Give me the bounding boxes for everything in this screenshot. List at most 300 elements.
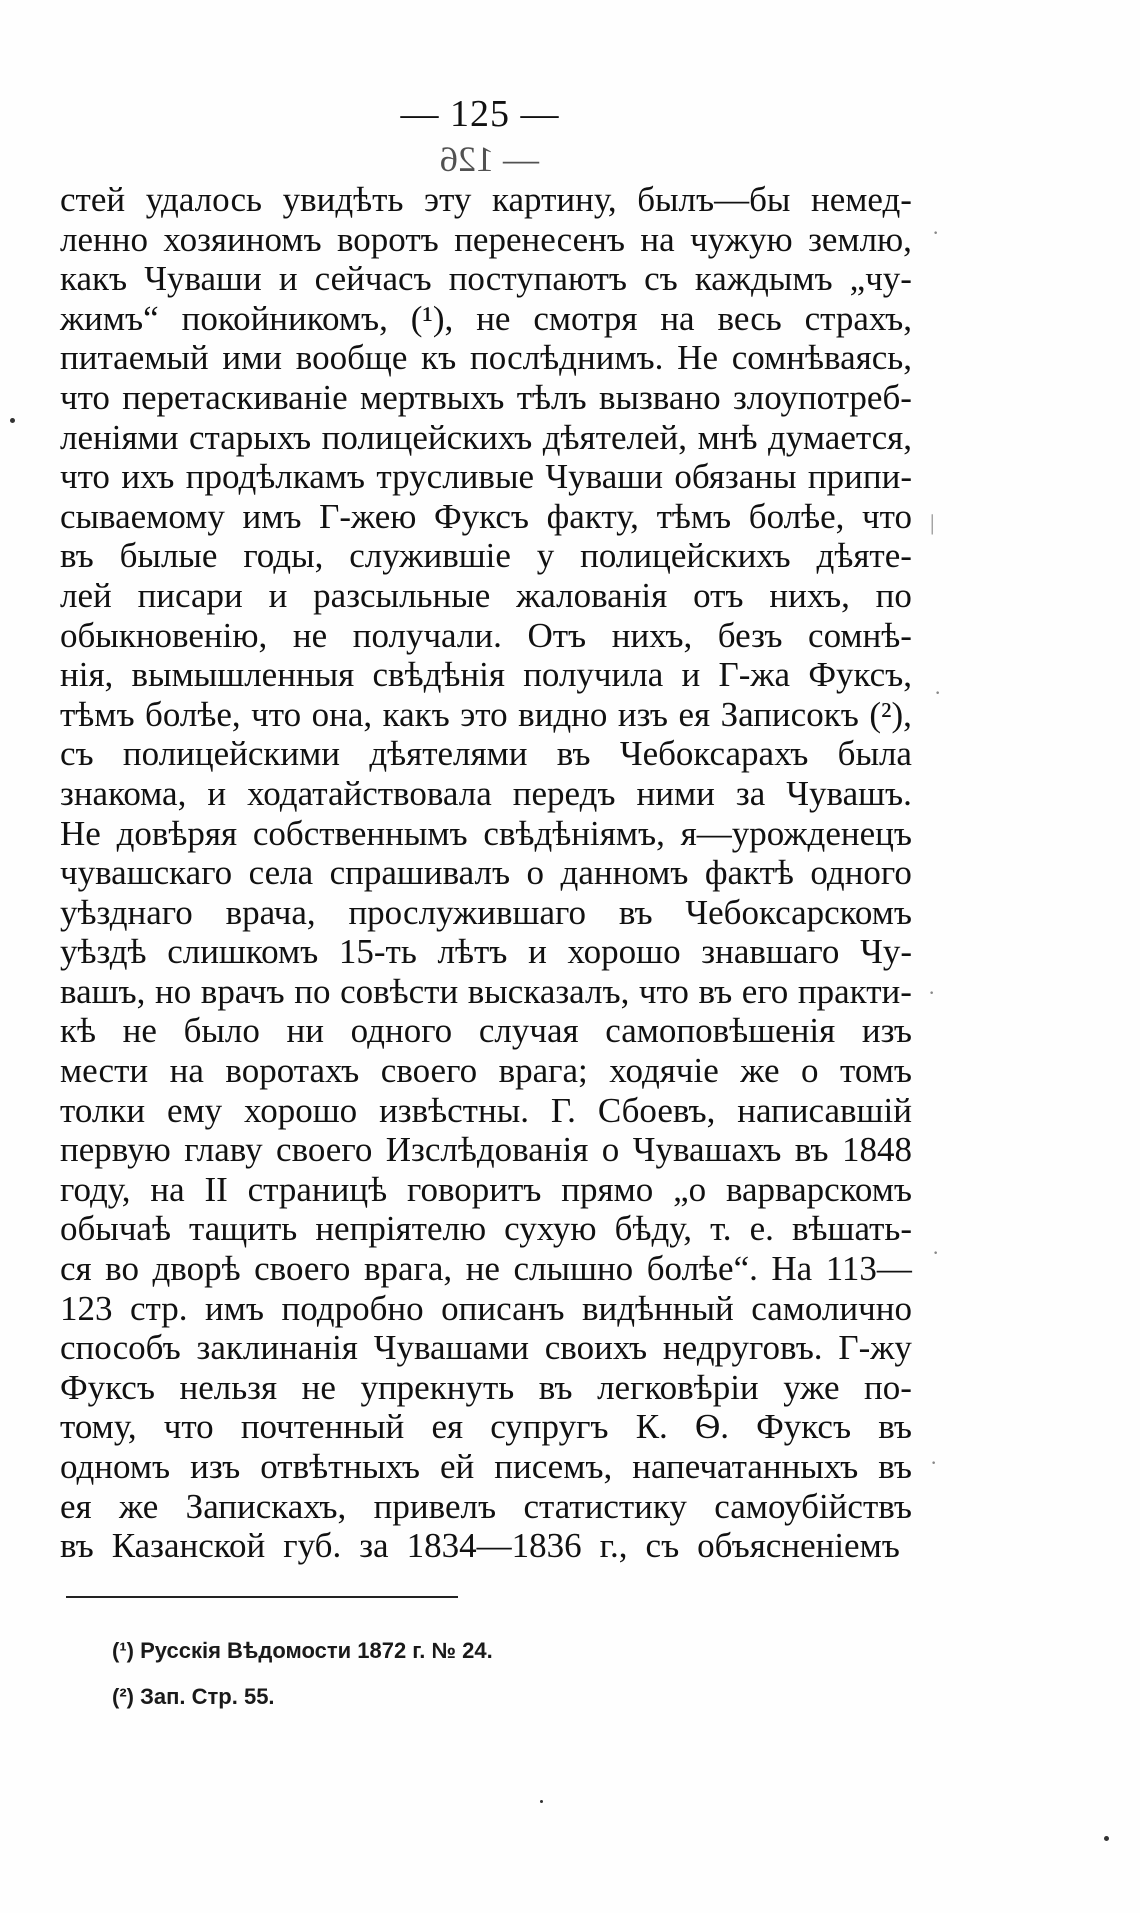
footnote-text: Русскія Вѣдомости 1872 г. № 24. xyxy=(140,1638,493,1663)
word: своего xyxy=(254,1249,351,1289)
word: дѣятелями xyxy=(369,734,528,774)
word: практи- xyxy=(797,971,912,1011)
word: случая xyxy=(478,1011,579,1051)
word: старыхъ xyxy=(189,417,312,457)
word: что xyxy=(163,1407,214,1447)
word: продѣлкамъ xyxy=(185,457,366,497)
page-number: — 125 — xyxy=(400,93,560,135)
word: своего xyxy=(380,1051,478,1091)
text-line xyxy=(60,1051,912,1091)
word: это xyxy=(460,694,508,734)
text-line xyxy=(60,893,912,933)
word: Чувашами xyxy=(373,1328,529,1368)
word: чувашскаго xyxy=(60,853,233,893)
word: за xyxy=(735,773,766,813)
word: на xyxy=(660,298,695,338)
text-line xyxy=(60,1526,912,1566)
text-line xyxy=(60,1130,912,1170)
text-line xyxy=(60,299,912,339)
word: перетаскиваніе xyxy=(122,377,348,417)
text-line xyxy=(60,457,912,497)
word: факту, xyxy=(546,496,639,536)
word: съ xyxy=(644,259,678,299)
word: На xyxy=(771,1249,813,1289)
word: почтенный xyxy=(240,1407,405,1447)
word: въ xyxy=(794,1130,829,1170)
word: безъ xyxy=(717,615,783,655)
word: Не xyxy=(677,338,718,378)
word: что xyxy=(60,377,110,417)
footnote xyxy=(112,1674,493,1720)
word: но xyxy=(154,971,192,1011)
word: не xyxy=(292,615,328,655)
word: о xyxy=(526,853,545,893)
word: Чебоксарскомъ xyxy=(685,892,912,932)
word: Г-жу xyxy=(838,1328,912,1368)
word: своего xyxy=(276,1130,373,1170)
word: припи- xyxy=(807,457,912,497)
word: въ xyxy=(60,1526,94,1566)
word: главу xyxy=(184,1130,263,1170)
word: врага, xyxy=(363,1249,453,1289)
word: болѣе, xyxy=(145,694,241,734)
word: не xyxy=(122,1011,157,1051)
word: году, xyxy=(60,1169,131,1209)
word: Не xyxy=(60,813,101,853)
word: Чувашахъ xyxy=(632,1130,782,1170)
word: что xyxy=(251,694,302,734)
word: злоупотреб- xyxy=(732,377,912,417)
text-line xyxy=(60,378,912,418)
word: видѣнный xyxy=(581,1288,734,1328)
text-line xyxy=(60,1011,912,1051)
word: знакома, xyxy=(60,773,187,813)
word: поступаютъ xyxy=(448,259,628,299)
word: какъ xyxy=(382,694,450,734)
word: о xyxy=(801,1051,819,1091)
word: непріятелю xyxy=(315,1209,487,1249)
word: одного xyxy=(810,853,912,893)
word: 15-ть xyxy=(338,932,417,972)
word: стр. xyxy=(130,1288,188,1328)
text-line xyxy=(60,338,912,378)
word: леніями xyxy=(60,417,179,457)
word: на xyxy=(169,1051,204,1091)
word: тѣмъ xyxy=(60,694,135,734)
word: болѣе, xyxy=(748,496,845,536)
text-line xyxy=(60,853,912,893)
word: легковѣріи xyxy=(597,1367,759,1407)
word: описанъ xyxy=(441,1288,565,1328)
word: изъ xyxy=(617,694,668,734)
word: хозяиномъ xyxy=(163,219,322,259)
word: упрекнуть xyxy=(360,1367,515,1407)
word: собственнымъ xyxy=(252,813,468,853)
word: сейчасъ xyxy=(314,259,432,299)
word: самоубійствъ xyxy=(714,1486,912,1526)
word: послѣднимъ. xyxy=(470,338,664,378)
bleed-through-page-number: — 126 xyxy=(440,139,539,179)
text-line xyxy=(60,1209,912,1249)
word: о xyxy=(601,1130,620,1170)
word: полицейскихъ xyxy=(321,417,533,457)
word: данномъ xyxy=(560,853,689,893)
word: лѣтъ xyxy=(437,932,508,972)
word: 123 xyxy=(60,1288,113,1328)
footnote xyxy=(112,1628,493,1674)
word: Фуксъ xyxy=(434,496,529,536)
word: Ѳ. xyxy=(694,1407,729,1447)
word: вашъ, xyxy=(60,971,146,1011)
word: слышно xyxy=(513,1249,634,1289)
word: изъ xyxy=(190,1447,241,1486)
word: мести xyxy=(60,1051,149,1091)
word: былые xyxy=(119,536,218,576)
word: за xyxy=(359,1526,389,1566)
word: Фуксъ xyxy=(756,1407,852,1447)
word: хорошо xyxy=(567,932,681,972)
text-line xyxy=(60,220,912,260)
word: ходячіе xyxy=(609,1051,719,1091)
text-line xyxy=(60,655,912,695)
word: у xyxy=(536,536,555,576)
ink-speck xyxy=(1104,1836,1109,1841)
word: нихъ, xyxy=(769,575,850,615)
word: извѣстны. xyxy=(379,1090,529,1130)
text-line xyxy=(60,180,912,220)
word: въ xyxy=(60,536,94,576)
word: по xyxy=(294,971,331,1011)
text-line xyxy=(60,972,912,1012)
footnotes xyxy=(112,1628,493,1720)
word: полицейскими xyxy=(122,734,341,774)
word: толки xyxy=(60,1090,146,1130)
word: что xyxy=(60,457,110,497)
word: картину, xyxy=(492,180,617,219)
margin-bleed-marks: · | · · · · xyxy=(928,220,942,1475)
word: воротахъ xyxy=(225,1051,360,1091)
word: сываемому xyxy=(60,496,225,536)
word: былъ—бы xyxy=(637,180,791,219)
word: тому, xyxy=(60,1407,137,1447)
word: Г. xyxy=(550,1090,576,1130)
word: его xyxy=(741,971,789,1011)
word: Г-жею xyxy=(319,496,417,536)
word: немед- xyxy=(811,180,912,219)
word: воротъ xyxy=(337,219,439,259)
word: ея xyxy=(431,1407,464,1447)
word: удалось xyxy=(145,180,262,219)
word: не xyxy=(465,1249,500,1289)
word: первую xyxy=(60,1130,171,1170)
word: я—урожденецъ xyxy=(680,813,912,853)
word: имъ xyxy=(242,496,302,536)
word: же xyxy=(740,1051,780,1091)
word: ея xyxy=(678,694,711,734)
word: видно xyxy=(518,694,608,734)
word: въ xyxy=(878,1407,912,1447)
word: служившіе xyxy=(349,536,511,576)
word: и xyxy=(268,575,288,615)
word: изъ xyxy=(861,1011,912,1051)
word: уѣзднаго xyxy=(60,892,193,932)
word: по- xyxy=(864,1367,912,1407)
word: тащить xyxy=(189,1209,298,1249)
text-line xyxy=(60,932,912,972)
word: одного xyxy=(350,1011,453,1051)
footnote-mark: (²) xyxy=(112,1684,134,1709)
word: своихъ xyxy=(544,1328,648,1368)
word: тѣлъ xyxy=(516,377,587,417)
word: подробно xyxy=(281,1288,424,1328)
word: же xyxy=(119,1486,159,1526)
word: было xyxy=(183,1011,260,1051)
word: (²), xyxy=(869,694,912,734)
text-line xyxy=(60,576,912,616)
word: была xyxy=(837,734,912,774)
text-line xyxy=(60,734,912,774)
word: ей xyxy=(439,1447,475,1486)
word: отъ xyxy=(693,575,744,615)
text-line xyxy=(60,1170,912,1210)
word: врача, xyxy=(225,892,316,932)
word: объясненіемъ xyxy=(697,1526,900,1566)
word: 113— xyxy=(825,1249,912,1289)
body-text xyxy=(60,180,912,1566)
footnote-divider xyxy=(66,1596,458,1598)
text-line xyxy=(60,1487,912,1527)
word: прямо xyxy=(561,1169,654,1209)
word: II xyxy=(204,1169,228,1209)
word: лей xyxy=(60,575,112,615)
word: Записокъ xyxy=(720,694,859,734)
word: съ xyxy=(60,734,94,774)
word: каждымъ xyxy=(694,259,833,299)
text-line xyxy=(60,814,912,854)
word: прослужившаго xyxy=(348,892,586,932)
word: Г-жа xyxy=(718,655,791,695)
word: полицейскихъ xyxy=(580,536,791,576)
word: трусливые xyxy=(376,457,534,497)
word: Чу- xyxy=(860,932,912,972)
text-line xyxy=(60,616,912,656)
word: хорошо xyxy=(244,1090,358,1130)
word: вызвано xyxy=(598,377,721,417)
word: въ xyxy=(556,734,591,774)
word: увидѣть xyxy=(282,180,404,219)
word: Фуксъ, xyxy=(808,655,912,695)
word: землю, xyxy=(808,219,912,259)
word: какъ xyxy=(60,259,128,299)
word: нихъ, xyxy=(611,615,693,655)
word: т. xyxy=(710,1209,732,1249)
word: Чувашъ. xyxy=(786,773,912,813)
word: писари xyxy=(137,575,243,615)
word: Чебоксарахъ xyxy=(619,734,809,774)
word: говоритъ xyxy=(406,1169,542,1209)
word: ими xyxy=(222,338,283,378)
word: варварскомъ xyxy=(725,1169,912,1209)
word: въ xyxy=(618,892,653,932)
word: перенесенъ xyxy=(454,219,625,259)
word: г., xyxy=(599,1526,628,1566)
word: Запискахъ, xyxy=(185,1486,347,1526)
word: Казанской xyxy=(111,1526,266,1566)
ink-speck xyxy=(10,418,15,423)
word: вымышленныя xyxy=(131,655,355,695)
word: чужую xyxy=(690,219,793,259)
word: томъ xyxy=(840,1051,912,1091)
word: обыкновенію, xyxy=(60,615,268,655)
word: 1834—1836 xyxy=(406,1526,582,1566)
word: нія, xyxy=(60,655,114,695)
word: сомнѣваясь, xyxy=(731,338,912,378)
word: написавшій xyxy=(737,1090,912,1130)
word: имъ xyxy=(205,1288,265,1328)
word: ни xyxy=(286,1011,325,1051)
word: кѣ xyxy=(60,1011,97,1051)
ink-speck xyxy=(540,1800,543,1803)
word: что xyxy=(638,971,689,1011)
word: думается, xyxy=(768,417,912,457)
word: самолично xyxy=(751,1288,912,1328)
word: высказалъ, xyxy=(467,971,630,1011)
word: смотря xyxy=(533,298,638,338)
word: сомнѣ- xyxy=(808,615,912,655)
word: мертвыхъ xyxy=(360,377,505,417)
text-line xyxy=(60,695,912,735)
word: стей xyxy=(60,180,126,219)
word: годы, xyxy=(243,536,324,576)
word: и xyxy=(278,259,298,299)
word: не xyxy=(476,298,511,338)
word: врага; xyxy=(498,1051,588,1091)
word: ними xyxy=(636,773,715,813)
text-line xyxy=(60,1289,912,1329)
word: тѣмъ xyxy=(656,496,732,536)
word: ея xyxy=(60,1486,92,1526)
text-line xyxy=(60,1091,912,1131)
word: болѣе“. xyxy=(646,1249,758,1289)
word: въ xyxy=(538,1367,573,1407)
word: что xyxy=(862,496,912,536)
word: вѣшать- xyxy=(791,1209,912,1249)
word: Фуксъ xyxy=(60,1367,155,1407)
word: ленно xyxy=(60,219,148,259)
word: недруговъ. xyxy=(662,1328,823,1368)
word: и xyxy=(207,773,227,813)
word: губ. xyxy=(283,1526,342,1566)
word: „о xyxy=(673,1169,707,1209)
word: совѣсти xyxy=(340,971,459,1011)
word: бѣду, xyxy=(614,1209,693,1249)
word: нельзя xyxy=(179,1367,278,1407)
word: писемъ, xyxy=(494,1447,613,1486)
text-line xyxy=(60,774,912,814)
word: Сбоевъ, xyxy=(597,1090,716,1130)
text-line xyxy=(60,1249,912,1289)
word: мнѣ xyxy=(697,417,758,457)
word: и xyxy=(681,655,701,695)
word: получали. xyxy=(352,615,502,655)
word: страницѣ xyxy=(247,1169,388,1209)
word: привелъ xyxy=(373,1486,497,1526)
word: Чуваши xyxy=(144,259,262,299)
word: Отъ xyxy=(527,615,587,655)
word: супругъ xyxy=(490,1407,609,1447)
word: довѣряя xyxy=(116,813,238,853)
word: на xyxy=(150,1169,185,1209)
text-line xyxy=(60,1328,912,1368)
word: получила xyxy=(523,655,664,695)
text-line xyxy=(60,1447,912,1487)
word: къ xyxy=(421,338,457,378)
word: на xyxy=(640,219,675,259)
word: свѣдѣнія xyxy=(372,655,505,695)
word: е. xyxy=(749,1209,774,1249)
word: фактѣ xyxy=(704,853,794,893)
word: въ xyxy=(698,971,733,1011)
word: въ xyxy=(878,1447,912,1486)
word: Изслѣдованія xyxy=(385,1130,589,1170)
word: слишкомъ xyxy=(167,932,319,972)
word: отвѣтныхъ xyxy=(260,1447,420,1486)
word: способъ xyxy=(60,1328,181,1368)
word: ходатайствовала xyxy=(247,773,492,813)
text-line xyxy=(60,1368,912,1408)
word: обычаѣ xyxy=(60,1209,171,1249)
word: питаемый xyxy=(60,338,209,378)
word: самоповѣшенія xyxy=(605,1011,836,1051)
word: 1848 xyxy=(841,1130,912,1170)
word: уже xyxy=(783,1367,840,1407)
word: ся xyxy=(60,1249,92,1289)
word: весь xyxy=(717,298,782,338)
text-line xyxy=(60,1407,912,1447)
word: эту xyxy=(424,180,472,219)
word: дѣятелей, xyxy=(542,417,687,457)
word: жимъ“ xyxy=(60,298,159,338)
word: съ xyxy=(645,1526,680,1566)
text-line xyxy=(60,497,912,537)
word: знавшаго xyxy=(701,932,840,972)
word: (¹), xyxy=(410,298,454,338)
word: К. xyxy=(635,1407,668,1447)
word: ихъ xyxy=(121,457,175,497)
word: жалованія xyxy=(516,575,668,615)
word: покойникомъ, xyxy=(181,298,388,338)
word: заклинанія xyxy=(196,1328,358,1368)
footnote-text: Зап. Стр. 55. xyxy=(140,1684,275,1709)
text-line xyxy=(60,536,912,576)
word: вообще xyxy=(295,338,408,378)
word: и xyxy=(528,932,547,972)
word: дѣяте- xyxy=(816,536,912,576)
word: статистику xyxy=(523,1486,687,1526)
word: разсыльные xyxy=(313,575,491,615)
word: не xyxy=(301,1367,336,1407)
footnote-mark: (¹) xyxy=(112,1638,134,1663)
text-line xyxy=(60,259,912,299)
word: Чуваши xyxy=(545,457,663,497)
word: передъ xyxy=(512,773,616,813)
text-line xyxy=(60,418,912,458)
word: ему xyxy=(166,1090,223,1130)
word: во xyxy=(105,1249,139,1289)
word: свѣдѣніямъ, xyxy=(483,813,665,853)
word: по xyxy=(875,575,912,615)
word: врачъ xyxy=(200,971,285,1011)
